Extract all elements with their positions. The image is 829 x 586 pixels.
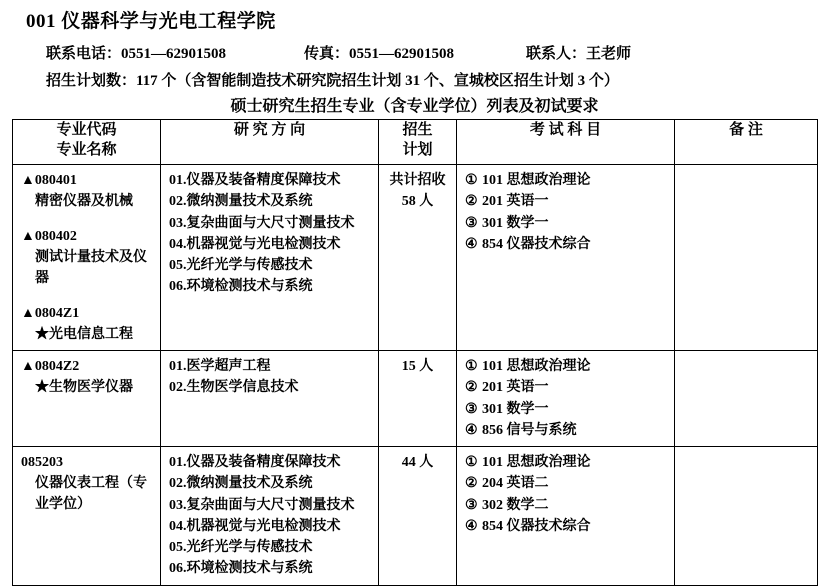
plan-cell	[379, 447, 457, 586]
major-code: ▲0804Z2	[21, 359, 80, 374]
note-text	[675, 351, 817, 361]
exam-text: 101 思想政治理论	[482, 359, 591, 374]
direction-cell	[161, 351, 379, 447]
column-header-direction: 研 究 方 向	[161, 120, 379, 165]
note-cell	[675, 447, 818, 586]
exam-index: ①	[465, 173, 478, 188]
major-name: ★生物医学仪器	[35, 380, 133, 395]
plan-line1: 共计招收	[389, 173, 446, 188]
direction-item: 03.复杂曲面与大尺寸测量技术	[169, 497, 355, 513]
column-header-major-code-line1: 专业代码	[56, 122, 117, 138]
direction-item: 05.光纤光学与传感技术	[169, 540, 313, 556]
direction-item: 04.机器视觉与光电检测技术	[169, 236, 341, 252]
exam-item	[465, 234, 668, 255]
column-header-major-code-line2: 专业名称	[56, 142, 117, 159]
column-header-plan-line1: 招生	[402, 122, 433, 138]
exam-text: 101 思想政治理论	[482, 455, 591, 471]
direction-item: 03.复杂曲面与大尺寸测量技术	[169, 215, 355, 231]
major-name: 测试计量技术及仪器	[35, 250, 147, 286]
exam-index: ②	[465, 476, 478, 492]
exam-item	[465, 213, 668, 234]
major-code-cell	[13, 447, 161, 586]
major-code: ▲080401	[21, 173, 77, 188]
exam-item	[465, 452, 668, 473]
major-code-cell	[13, 351, 161, 447]
exam-item	[465, 191, 668, 212]
exam-text: 201 英语一	[482, 380, 549, 396]
exam-index: ②	[465, 380, 478, 396]
major-name: 精密仪器及机械	[35, 194, 133, 209]
major-code: ▲080402	[21, 229, 77, 244]
exam-text: 204 英语二	[482, 476, 549, 492]
note-cell	[675, 351, 818, 447]
contact-person-label: 联系人：	[526, 46, 587, 62]
exam-index: ①	[465, 359, 478, 374]
exam-index: ④	[465, 518, 478, 534]
exam-cell	[457, 351, 675, 447]
major-code-cell	[13, 165, 161, 351]
direction-item: 02.微纳测量技术及系统	[169, 194, 313, 210]
plan-line2: 58 人	[401, 194, 434, 209]
exam-cell	[457, 447, 675, 586]
exam-text: 301 数学一	[482, 401, 549, 417]
note-text	[675, 165, 817, 175]
plan-line1: 44 人	[401, 455, 434, 471]
column-header-plan	[379, 120, 457, 165]
exam-index: ④	[465, 422, 478, 438]
exam-index: ②	[465, 194, 478, 210]
exam-item	[465, 399, 668, 420]
direction-item: 06.环境检测技术与系统	[169, 279, 313, 295]
major-name: 仪器仪表工程（专业学位）	[35, 476, 147, 513]
plan-cell	[379, 165, 457, 351]
exam-item	[465, 495, 668, 516]
direction-item: 01.仪器及装备精度保障技术	[169, 455, 341, 471]
major-code: 085203	[21, 455, 63, 471]
fax-label: 传真：	[304, 46, 350, 62]
exam-item	[465, 377, 668, 398]
exam-text: 856 信号与系统	[482, 422, 577, 438]
table-header-row	[13, 120, 818, 165]
exam-index: ③	[465, 215, 478, 231]
exam-cell	[457, 165, 675, 351]
exam-text: 854 仪器技术综合	[482, 518, 591, 534]
enrollment-plan-line: 招生计划数：117 个（含智能制造技术研究院招生计划 31 个、宣城校区招生计划 3 个）	[46, 73, 619, 89]
table-row	[13, 165, 818, 351]
table-row	[13, 447, 818, 586]
note-text	[675, 447, 817, 457]
exam-index: ④	[465, 236, 478, 252]
exam-item	[465, 473, 668, 494]
exam-text: 854 仪器技术综合	[482, 236, 591, 252]
contact-line	[46, 42, 817, 63]
contact-person-value: 王老师	[586, 46, 632, 62]
column-header-note: 备 注	[675, 120, 818, 165]
column-header-major-code	[13, 120, 161, 165]
exam-index: ①	[465, 455, 478, 471]
fax-value: 0551—62901508	[349, 46, 455, 62]
direction-item: 06.环境检测技术与系统	[169, 561, 313, 577]
exam-item	[465, 170, 668, 191]
table-row	[13, 351, 818, 447]
contact-phone-label: 联系电话：	[46, 46, 122, 62]
exam-text: 302 数学二	[482, 497, 549, 513]
table-caption: 硕士研究生招生专业（含专业学位）列表及初试要求	[230, 98, 599, 115]
direction-item: 02.生物医学信息技术	[169, 380, 299, 396]
direction-item: 01.仪器及装备精度保障技术	[169, 173, 341, 188]
direction-item: 05.光纤光学与传感技术	[169, 258, 313, 274]
exam-index: ③	[465, 401, 478, 417]
column-header-exam: 考 试 科 目	[457, 120, 675, 165]
direction-item: 04.机器视觉与光电检测技术	[169, 518, 341, 534]
exam-index: ③	[465, 497, 478, 513]
exam-item	[465, 420, 668, 441]
exam-text: 301 数学一	[482, 215, 549, 231]
exam-item	[465, 356, 668, 377]
direction-item: 01.医学超声工程	[169, 359, 271, 374]
note-cell	[675, 165, 818, 351]
page-title: 001 仪器科学与光电工程学院	[26, 11, 276, 32]
exam-text: 101 思想政治理论	[482, 173, 591, 188]
exam-item	[465, 516, 668, 537]
major-name: ★光电信息工程	[35, 327, 133, 342]
contact-phone-value: 0551—62901508	[121, 46, 227, 62]
direction-item: 02.微纳测量技术及系统	[169, 476, 313, 492]
plan-line1: 15 人	[401, 359, 434, 374]
plan-cell	[379, 351, 457, 447]
major-code: ▲0804Z1	[21, 306, 80, 321]
direction-cell	[161, 165, 379, 351]
exam-text: 201 英语一	[482, 194, 549, 210]
direction-cell	[161, 447, 379, 586]
column-header-plan-line2: 计划	[402, 142, 433, 159]
majors-table	[12, 119, 818, 586]
